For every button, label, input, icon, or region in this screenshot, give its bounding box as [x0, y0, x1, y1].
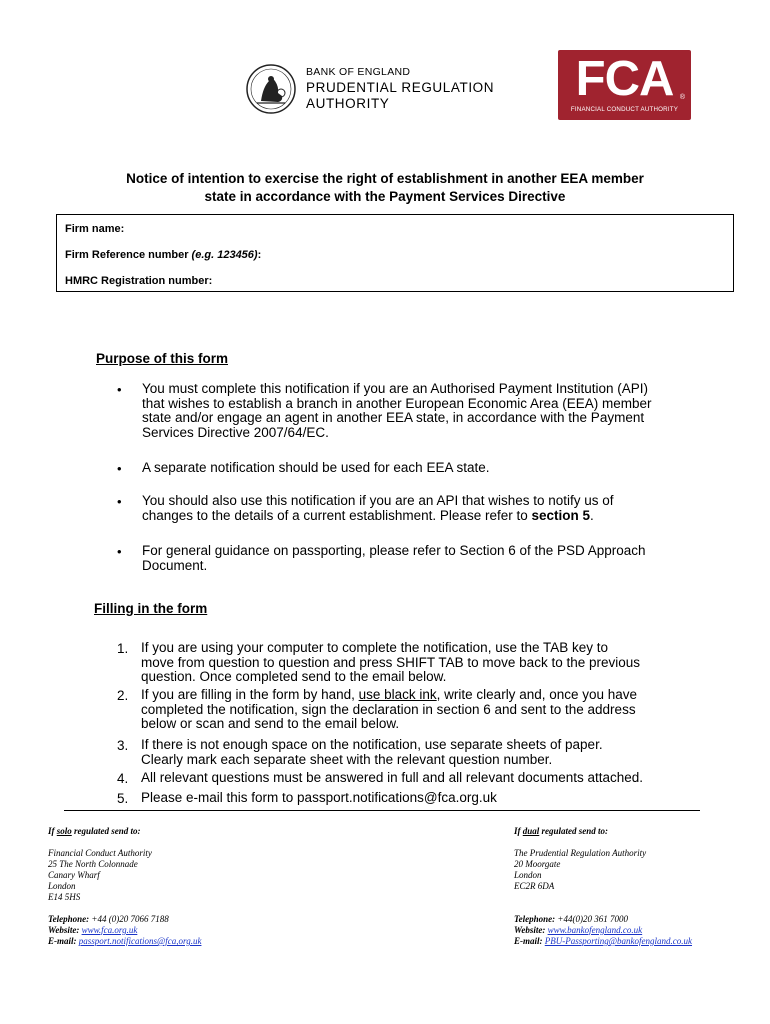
dual-heading: [514, 826, 754, 837]
purpose-bullet-2: [142, 461, 740, 476]
solo-addr-1: Financial Conduct Authority: [48, 848, 152, 858]
dual-heading-start: If: [514, 826, 523, 836]
dual-web-label: Website:: [514, 925, 546, 935]
firm-name-field[interactable]: [65, 223, 124, 235]
solo-addr-3: Canary Wharf: [48, 870, 100, 880]
use-black-ink: use black ink: [358, 687, 437, 702]
bullet-2: •: [117, 461, 122, 476]
filling-item-3: [141, 738, 739, 767]
item-number-4: 4.: [117, 771, 129, 786]
solo-addr-5: E14 5HS: [48, 892, 81, 902]
solo-email: [48, 936, 348, 947]
purpose-bullet-2-line-1: A separate notification should be used for each EEA state.: [142, 460, 490, 475]
dual-addr-2: 20 Moorgate: [514, 859, 561, 869]
solo-addr-4: London: [48, 881, 76, 891]
solo-website: [48, 925, 348, 936]
footer-dual-address: [514, 826, 754, 947]
dual-tel-number: +44(0)20 361 7000: [555, 914, 628, 924]
purpose-bullet-1-line-2: that wishes to establish a branch in another European Economic Area (EEA) member: [142, 395, 652, 411]
filling-item-3-line-1: If there is not enough space on the notification, use separate sheets of paper.: [141, 737, 603, 752]
filling-item-2-line-1: [141, 688, 739, 703]
filling-item-1-line-2: move from question to question and press SHIFT TAB to move back to the previous: [141, 654, 640, 670]
item-number-1: 1.: [117, 641, 129, 656]
filling-item-5: [141, 791, 739, 806]
frn-label-colon: :: [257, 249, 262, 261]
bullet-3: •: [117, 494, 122, 509]
purpose-bullet-1-line-4: Services Directive 2007/64/EC.: [142, 424, 329, 440]
dual-addr-1: The Prudential Regulation Authority: [514, 848, 647, 858]
bullet-1: •: [117, 382, 122, 397]
purpose-bullet-1-line-3: state and/or engage an agent in another EEA state, in accordance with the Payment: [142, 410, 645, 426]
filling-item-2-line-3: below or scan and send to the email below.: [141, 716, 400, 732]
frn-label: Firm Reference number: [65, 249, 192, 261]
dual-heading-end: regulated send to:: [539, 826, 609, 836]
dual-website-link[interactable]: www.bankofengland.co.uk: [547, 925, 643, 935]
filling-item-3-line-2: Clearly mark each separate sheet with the relevant question number.: [141, 751, 553, 767]
dual-email: [514, 936, 754, 947]
purpose-bullet-4-line-2: Document.: [142, 557, 208, 573]
hmrc-label: HMRC Registration number:: [65, 275, 213, 287]
bullet-3-period: .: [590, 507, 594, 523]
hmrc-registration-field[interactable]: [65, 275, 212, 287]
purpose-bullet-4-line-1: For general guidance on passporting, please refer to Section 6 of the PSD Approach: [142, 543, 646, 558]
frn-example: (e.g. 123456): [191, 249, 258, 261]
filling-item-4: [141, 771, 739, 786]
firm-details-box: [56, 214, 734, 292]
title-line-2: state in accordance with the Payment Services Directive: [204, 189, 566, 204]
dual-telephone: [514, 914, 754, 925]
solo-word: solo: [56, 826, 72, 836]
filling-heading: Filling in the form: [94, 601, 208, 616]
purpose-bullet-3-line-2: [142, 509, 740, 524]
solo-email-link[interactable]: passport.notifications@fca,org.uk: [78, 936, 202, 946]
filling-item-5-line-1: Please e-mail this form to passport.notifications@fca.org.uk: [141, 790, 497, 805]
bank-of-england-crest-logo: [245, 63, 297, 115]
item-2-text-start: If you are filling in the form by hand,: [141, 687, 359, 702]
fca-registered-mark: ®: [679, 94, 685, 101]
purpose-bullet-4: [142, 544, 740, 573]
solo-web-label: Website:: [48, 925, 80, 935]
filling-item-1-line-3: question. Once completed send to the email below.: [141, 669, 447, 685]
filling-item-4-line-1: All relevant questions must be answered in full and all relevant documents attached.: [141, 770, 644, 785]
dual-email-link[interactable]: PBU-Passporting@bankofengland.co.uk: [544, 936, 693, 946]
firm-reference-field[interactable]: [65, 249, 261, 261]
purpose-bullet-1-line-1: You must complete this notification if you are an Authorised Payment Institution (API): [142, 381, 649, 396]
solo-tel-number: +44 (0)20 7066 7188: [89, 914, 169, 924]
purpose-bullet-1: [142, 382, 740, 440]
fca-logo-subtitle: FINANCIAL CONDUCT AUTHORITY: [570, 106, 679, 113]
purpose-bullet-3-line-1: You should also use this notification if you are an API that wishes to notify us of: [142, 493, 614, 508]
dual-addr-3: London: [514, 870, 542, 880]
solo-email-label: E-mail:: [48, 936, 77, 946]
solo-website-link[interactable]: www.fca.org.uk: [81, 925, 138, 935]
purpose-heading: Purpose of this form: [96, 351, 229, 366]
dual-tel-label: Telephone:: [514, 914, 556, 924]
item-2-text-end: , write clearly and, once you have: [436, 687, 638, 702]
fca-logo: [558, 50, 691, 120]
dual-word: dual: [522, 826, 540, 836]
dual-addr-4: EC2R 6DA: [514, 881, 555, 891]
filling-item-1: [141, 641, 739, 685]
solo-heading: [48, 826, 348, 837]
solo-tel-label: Telephone:: [48, 914, 90, 924]
fca-logo-text: FCA: [575, 52, 674, 106]
section-5-reference: section 5: [531, 507, 591, 523]
pra-logo-text: [306, 66, 494, 111]
filling-item-2: [141, 688, 739, 732]
bullet-3-text: changes to the details of a current establishment. Please refer to: [142, 507, 532, 523]
footer-solo-address: [48, 826, 348, 947]
pra-line-bank: BANK OF ENGLAND: [306, 66, 411, 78]
title-line-1: Notice of intention to exercise the right of establishment in another EEA member: [126, 171, 644, 186]
pra-line-authority: AUTHORITY: [306, 96, 390, 111]
solo-heading-start: If: [48, 826, 57, 836]
solo-addr-2: 25 The North Colonnade: [48, 859, 138, 869]
purpose-bullet-3: [142, 494, 740, 523]
item-number-3: 3.: [117, 738, 129, 753]
filling-item-1-line-1: If you are using your computer to complete the notification, use the TAB key to: [141, 640, 609, 655]
item-number-2: 2.: [117, 688, 129, 703]
filling-item-2-line-2: completed the notification, sign the declaration in section 6 and sent to the address: [141, 701, 636, 717]
document-title: [60, 170, 710, 206]
bullet-4: •: [117, 544, 122, 559]
footer-divider: [64, 810, 700, 811]
pra-line-prudential: PRUDENTIAL REGULATION: [306, 80, 495, 95]
dual-website: [514, 925, 754, 936]
dual-email-label: E-mail:: [514, 936, 543, 946]
solo-heading-end: regulated send to:: [71, 826, 141, 836]
item-number-5: 5.: [117, 791, 129, 806]
solo-telephone: [48, 914, 348, 925]
firm-name-label: Firm name:: [65, 223, 125, 235]
